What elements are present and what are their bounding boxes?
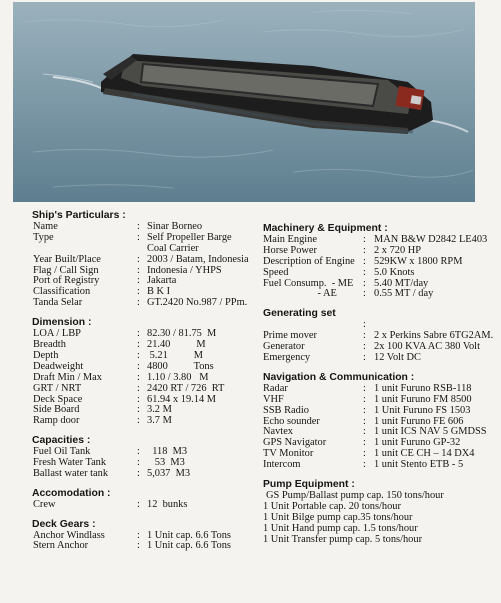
navigation-value: 1 unit Furuno GP-32 — [374, 437, 461, 449]
pump-item: GS Pump/Ballast pump cap. 150 tons/hour — [266, 489, 444, 501]
machinery-label: Speed — [263, 266, 289, 278]
machinery-label: - AE — [263, 288, 337, 300]
dimension-value: 3.7 M — [147, 415, 172, 427]
pump-item: 1 Unit Hand pump cap. 1.5 tons/hour — [263, 522, 418, 534]
capacity-value: 53 M3 — [147, 457, 185, 469]
dimension-title: Dimension : — [32, 317, 92, 329]
navigation-label: TV Monitor — [263, 448, 314, 460]
colon-separator: : — [137, 404, 140, 416]
colon-separator: : — [137, 457, 140, 469]
particular-label: Tanda Selar — [33, 297, 83, 309]
dimension-value: 1.10 / 3.80 M — [147, 371, 209, 383]
dimension-label: Deadweight — [33, 360, 84, 372]
particular-row — [33, 255, 258, 266]
capacity-row — [33, 469, 258, 480]
deck-gear-row — [33, 541, 258, 552]
colon-separator: : — [137, 220, 140, 232]
particular-value: Sinar Borneo — [147, 220, 203, 232]
generating-value: 12 Volt DC — [374, 351, 421, 363]
machinery-row — [263, 268, 498, 279]
navigation-label: Echo sounder — [263, 415, 320, 427]
particular-value: B K I — [147, 286, 171, 298]
dimension-value: 2420 RT / 726 RT — [147, 382, 225, 394]
navigation-list — [263, 384, 498, 471]
colon-separator: : — [363, 255, 366, 267]
particular-label — [33, 244, 137, 255]
barge-photo — [13, 2, 475, 202]
dimension-value: 21.40 M — [147, 338, 206, 350]
colon-separator: : — [137, 286, 140, 298]
colon-separator: : — [137, 328, 140, 340]
colon-separator: : — [363, 393, 366, 405]
particular-row — [33, 233, 258, 244]
colon-separator: : — [137, 446, 140, 458]
machinery-value: 0.55 MT / day — [374, 288, 434, 300]
colon-separator: : — [363, 341, 366, 353]
machinery-label: Main Engine — [263, 233, 317, 245]
deck-gear-label: Stern Anchor — [33, 540, 89, 552]
dimension-row — [33, 416, 258, 427]
right-column — [263, 224, 498, 545]
accomodation-value: 12 bunks — [147, 498, 188, 510]
dimension-label: Side Board — [33, 404, 80, 416]
navigation-label: VHF — [263, 393, 284, 405]
navigation-value: 1 unit ICS NAV 5 GMDSS — [374, 426, 487, 438]
particular-row — [33, 298, 258, 309]
navigation-row — [263, 406, 498, 417]
dimension-row — [33, 373, 258, 384]
colon-separator: : — [363, 233, 366, 245]
dimension-label: Ramp door — [33, 415, 80, 427]
machinery-row — [263, 289, 498, 300]
dimension-label: Deck Space — [33, 393, 83, 405]
navigation-value: 1 unit Furuno RSB-118 — [374, 382, 472, 394]
machinery-value: 2 x 720 HP — [374, 244, 422, 256]
navigation-row — [263, 395, 498, 406]
colon-separator: : — [137, 529, 140, 541]
particular-value: Jakarta — [147, 275, 177, 287]
colon-separator: : — [363, 415, 366, 427]
colon-separator: : — [137, 349, 140, 361]
particular-value: Self Propeller Barge — [147, 231, 232, 243]
generating-label: Generator — [263, 341, 305, 353]
navigation-value: 1 unit Furuno FM 8500 — [374, 393, 472, 405]
dimension-label: Breadth — [33, 338, 66, 350]
colon-separator: : — [363, 404, 366, 416]
navigation-label: Radar — [263, 382, 288, 394]
accomodation-label: Crew — [33, 498, 56, 510]
colon-separator: : — [137, 231, 140, 243]
navigation-label: Navtex — [263, 426, 294, 438]
particular-row — [33, 244, 258, 255]
capacity-label: Ballast water tank — [33, 467, 109, 479]
colon-separator: : — [137, 498, 140, 510]
colon-separator: : — [363, 266, 366, 278]
machinery-value: MAN B&W D2842 LE403 — [374, 233, 488, 245]
colon-separator: : — [137, 338, 140, 350]
machinery-value: 529KW x 1800 RPM — [374, 255, 463, 267]
generating-list — [263, 320, 498, 364]
colon-separator — [137, 244, 147, 255]
particular-label: Name — [33, 220, 58, 232]
particular-label: Flag / Call Sign — [33, 264, 99, 276]
dimension-value: 82.30 / 81.75 M — [147, 328, 217, 340]
colon-separator: : — [363, 351, 366, 363]
capacities-list — [33, 447, 258, 480]
capacities-title: Capacities : — [32, 435, 91, 447]
dimension-label: Draft Min / Max — [33, 371, 102, 383]
ship-particulars-title: Ship's Particulars : — [32, 210, 126, 221]
navigation-value: 1 Unit Furuno FS 1503 — [374, 404, 471, 416]
deck-gears-title: Deck Gears : — [32, 518, 96, 530]
barge-illustration — [13, 2, 475, 202]
colon-separator: : — [137, 360, 140, 372]
colon-separator: : — [137, 415, 140, 427]
machinery-list — [263, 235, 498, 300]
pump-title: Pump Equipment : — [263, 479, 355, 491]
accomodation-row — [33, 500, 258, 511]
accomodation-list — [33, 500, 258, 511]
generating-label: Emergency — [263, 351, 311, 363]
ship-particulars-list — [33, 222, 258, 309]
dimension-label: Depth — [33, 349, 59, 361]
colon-separator: : — [137, 371, 140, 383]
deck-gear-label: Anchor Windlass — [33, 529, 105, 541]
colon-separator: : — [363, 319, 366, 331]
colon-separator: : — [137, 540, 140, 552]
machinery-value: 5.0 Knots — [374, 266, 415, 278]
navigation-value: 1 unit Stento ETB - 5 — [374, 459, 464, 471]
colon-separator: : — [363, 459, 366, 471]
dimension-value: 61.94 x 19.14 M — [147, 393, 216, 405]
machinery-title: Machinery & Equipment : — [263, 223, 388, 234]
colon-separator: : — [137, 382, 140, 394]
particular-label: Type — [33, 231, 54, 243]
navigation-value: 1 unit Furuno FE 606 — [374, 415, 464, 427]
colon-separator: : — [137, 393, 140, 405]
capacity-value: 5,037 M3 — [147, 467, 191, 479]
particular-value: Indonesia / YHPS — [147, 264, 222, 276]
dimension-value: 3.2 M — [147, 404, 172, 416]
deck-gears-list — [33, 531, 258, 553]
pump-item: 1 Unit Portable cap. 20 tons/hour — [263, 500, 401, 512]
navigation-row — [263, 460, 498, 471]
colon-separator: : — [137, 253, 140, 265]
particular-value: GT.2420 No.987 / PPm. — [147, 297, 248, 309]
dimension-label: LOA / LBP — [33, 328, 81, 340]
colon-separator: : — [363, 244, 366, 256]
colon-separator: : — [137, 275, 140, 287]
navigation-title: Navigation & Communication : — [263, 371, 415, 383]
machinery-label: Fuel Consump. - ME — [263, 277, 354, 289]
dimension-row — [33, 384, 258, 395]
dimension-value: 4800 Tons — [147, 360, 214, 372]
deck-gear-value: 1 Unit cap. 6.6 Tons — [147, 529, 231, 541]
particular-value: Coal Carrier — [147, 242, 199, 254]
machinery-value: 5.40 MT/day — [374, 277, 429, 289]
navigation-label: SSB Radio — [263, 404, 309, 416]
pump-item: 1 Unit Transfer pump cap. 5 tons/hour — [263, 533, 423, 545]
colon-separator: : — [363, 382, 366, 394]
particular-label: Year Built/Place — [33, 253, 101, 265]
colon-separator: : — [363, 448, 366, 460]
dimension-list — [33, 329, 258, 427]
colon-separator: : — [137, 467, 140, 479]
navigation-label: Intercom — [263, 459, 301, 471]
capacity-value: 118 M3 — [147, 446, 188, 458]
machinery-label: Description of Engine — [263, 255, 355, 267]
left-column — [33, 211, 258, 552]
deck-gear-value: 1 Unit cap. 6.6 Tons — [147, 540, 231, 552]
colon-separator: : — [363, 330, 366, 342]
dimension-row — [33, 329, 258, 340]
generating-value: 2x 100 KVA AC 380 Volt — [374, 341, 480, 353]
machinery-label: Horse Power — [263, 244, 317, 256]
dimension-value: 5.21 M — [147, 349, 203, 361]
colon-separator: : — [363, 437, 366, 449]
accomodation-title: Accomodation : — [32, 487, 111, 499]
generating-title: Generating set — [263, 308, 336, 320]
dimension-label: GRT / NRT — [33, 382, 82, 394]
capacity-label: Fresh Water Tank — [33, 457, 107, 469]
particular-label: Classification — [33, 286, 91, 298]
capacity-label: Fuel Oil Tank — [33, 446, 91, 458]
generating-label: Prime mover — [263, 330, 317, 342]
colon-separator: : — [363, 277, 366, 289]
colon-separator: : — [363, 288, 366, 300]
dimension-row — [33, 340, 258, 351]
colon-separator: : — [363, 426, 366, 438]
generating-value: 2 x Perkins Sabre 6TG2AM. — [374, 330, 494, 342]
colon-separator: : — [137, 297, 140, 309]
navigation-label: GPS Navigator — [263, 437, 327, 449]
pump-item: 1 Unit Bilge pump cap.35 tons/hour — [263, 511, 413, 523]
colon-separator: : — [137, 264, 140, 276]
pump-list — [263, 491, 498, 546]
navigation-value: 1 unit CE CH – 14 DX4 — [374, 448, 475, 460]
generating-row — [263, 353, 498, 364]
particular-value: 2003 / Batam, Indonesia — [147, 253, 249, 265]
machinery-row — [263, 257, 498, 268]
particular-label: Port of Registry — [33, 275, 100, 287]
